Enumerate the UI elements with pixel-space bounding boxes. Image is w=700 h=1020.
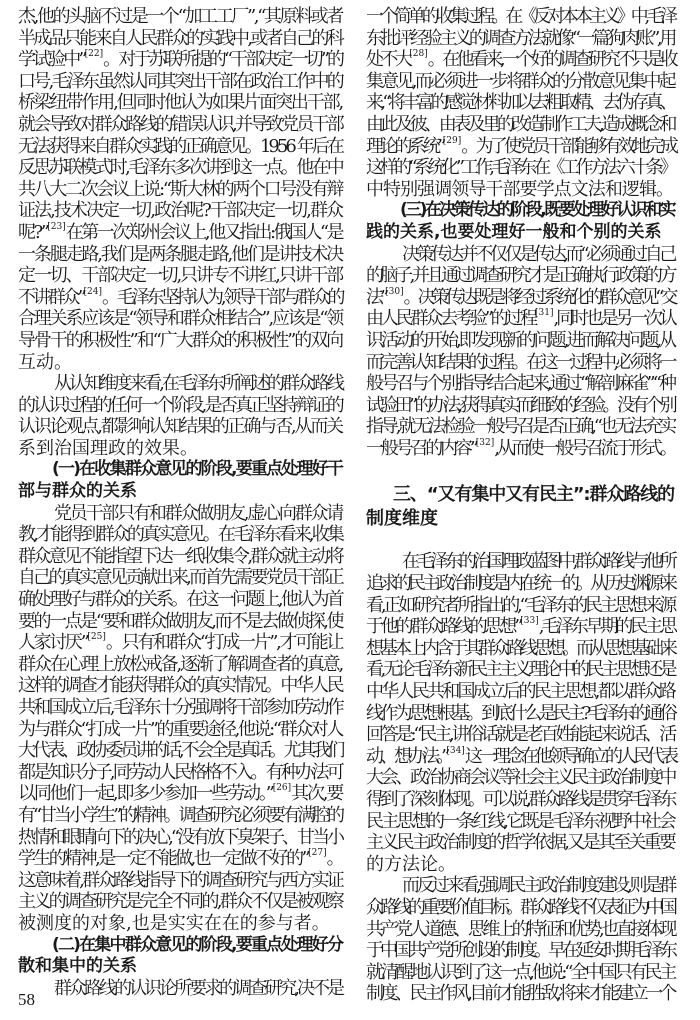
text-line: 制度、民主作风,目前才能胜敌,将来才能建立一个 — [366, 983, 674, 1005]
text-line: 民主思想的一条红线,它既是毛泽东视野中社会 — [366, 810, 674, 832]
citation-marker: [24] — [83, 286, 102, 297]
text-line: 识活动的开始,即发现新的问题,进而解决问题,从 — [366, 329, 674, 351]
text-line: 自己的真实意见贡献出来,而首先需要党员干部正 — [18, 567, 342, 589]
text-line: 教,才能得到群众的真实意见。在毛泽东看来,收集 — [18, 524, 342, 546]
text-line: 三、“又有集中又有民主”:群众路线的 — [393, 484, 674, 506]
citation-marker: [28] — [409, 49, 428, 60]
text-line: 确处理好与群众的关系。在这一问题上,他认为首 — [18, 589, 342, 611]
text-line: 共和国成立后,毛泽东十分强调将干部参加劳动作 — [18, 697, 342, 718]
subsection-heading — [18, 459, 342, 502]
citation-marker: [30] — [385, 286, 404, 297]
text-line: 这意味着,群众路线指导下的调查研究与西方实证 — [18, 869, 342, 891]
subsection-heading — [366, 200, 674, 243]
text-line: 半成品只能来自人民群众的实践中,或者自己的科 — [18, 27, 342, 49]
section-heading — [366, 483, 674, 531]
citation-marker: [27] — [308, 848, 327, 859]
text-line: 桥梁纽带作用,但同时他认为如果片面突出干部, — [18, 92, 342, 114]
text-line: 为与群众“打成一片”的重要途径,他说:“群众对人 — [18, 718, 342, 740]
text-line: 无法获得来自群众实践的正确意见。1956 年后在 — [18, 135, 342, 157]
text-line: 一条腿走路,我们是两条腿走路,他们是讲技术决 — [18, 243, 342, 265]
text-line: 决策传达并不仅仅是传达,而“必须通过自己 — [402, 243, 674, 265]
text-line: 主义民主政治制度的哲学依据,又是其至关重要 — [366, 832, 674, 854]
text-line: 想基本上内含于其群众路线思想。而从思想基础来 — [366, 637, 674, 659]
text-line: 口号,毛泽东虽然认同其突出干部在政治工作中的 — [18, 70, 342, 92]
text-line: (三)在决策传达的阶段,既要处理好认识和实 — [400, 200, 674, 221]
text-line: 热情和眼睛向下的决心,“没有放下臭架子、甘当小 — [18, 826, 342, 848]
text-line: 理论的系统”[29]。为了使党员干部能够有效地完成 — [366, 135, 676, 157]
text-line: 在毛泽东的治国理政蓝图中,群众路线与他所 — [402, 551, 674, 573]
citation-marker: [25] — [87, 632, 106, 643]
text-line: 定一切、干部决定一切,只讲专不讲红,只讲干部 — [18, 265, 342, 287]
text-line: 大会、政治协商会议等社会主义民主政治制度中 — [366, 767, 674, 789]
text-line: 有“甘当小学生”的精神。调查研究必须要有满腔的 — [18, 804, 342, 826]
text-line: 一个简单的收集过程。在《反对本本主义》中,毛泽 — [366, 6, 674, 27]
text-line: 法”[30]。决策传达既是将经过系统化的群众意见“交 — [366, 286, 675, 308]
text-line: 以同他们一起,即多少参加一些劳动。”[26]其次,要 — [18, 783, 343, 805]
text-line: 党员干部只有和群众做朋友,虚心向群众请 — [54, 502, 342, 524]
text-line: 这样的“系统化”工作,毛泽东在《工作方法六十条》 — [366, 157, 674, 179]
text-line: 就会导致对群众路线的错误认识,并导致党员干部 — [18, 113, 342, 135]
text-line: 于中国共产党所创设的制度。早在延安时期毛泽东 — [366, 940, 674, 962]
text-line: 由人民群众去考验”的过程[31],同时也是另一次认 — [366, 308, 675, 330]
text-line: (一)在收集群众意见的阶段,要重点处理好干 — [52, 459, 342, 480]
text-line: 群众在心理上放松戒备,逐渐了解调查者的真意, — [18, 653, 342, 675]
paragraph — [366, 6, 674, 200]
text-line: 追求的民主政治制度是内在统一的。从历史渊源来 — [366, 573, 674, 595]
text-line: 学试验中”[22]。对于苏联所提的“干部决定一切”的 — [18, 49, 343, 71]
text-line: 认识论观点,都影响认知结果的正确与否,从而关 — [18, 416, 342, 438]
text-line: 合理关系应该是“领导和群众相结合”,应该是“领 — [18, 308, 342, 330]
paragraph — [366, 244, 674, 460]
text-line: 的脑子,并且通过调查研究才是正确执行政策的方 — [366, 265, 674, 287]
text-line: 散和集中的关系 — [18, 956, 137, 977]
text-line: 反思苏联模式时,毛泽东多次讲到这一点。他在中 — [18, 157, 342, 179]
text-line: 大代表、政协委员讲的话,不会全是真话。尤其我们 — [18, 740, 342, 762]
text-line: 群众意见不能指望下达一纸收集令,群众就主动将 — [18, 545, 342, 567]
text-line: 来,“将丰富的感觉材料加以去粗取精、去伪存真、 — [366, 92, 674, 114]
text-line: 集意见,而必须进一步将群众的分散意见集中起 — [366, 70, 674, 92]
text-line: 中华人民共和国成立后的民主思想,都以群众路 — [366, 681, 674, 703]
citation-marker: [34] — [446, 745, 465, 756]
text-line: 群众路线的认识论所要求的调查研究,决不是 — [54, 977, 342, 999]
citation-marker: [29] — [442, 135, 462, 146]
text-line: 线作为思想根基。到底什么是民主?毛泽东的通俗 — [366, 702, 674, 724]
text-line: 试验田”的办法,获得真实而细致的经验。没有个别 — [366, 394, 674, 416]
paragraph — [18, 373, 342, 459]
citation-marker: [26] — [272, 783, 292, 794]
text-line: 不讲群众”[24]。毛泽东坚持认为,领导干部与群众的 — [18, 286, 343, 308]
text-line: 证法,技术决定一切,政治呢?干部决定一切,群众 — [18, 200, 342, 222]
text-line: 的认识过程的任何一个阶段,是否真正坚持辩证的 — [18, 394, 342, 416]
text-line: 这样的调查才能获得群众的真实情况。中华人民 — [18, 675, 342, 697]
text-line: 人家讨厌”[25]。只有和群众“打成一片”,才可能让 — [18, 632, 342, 654]
text-line: 般号召与个别指导结合起来,通过“解剖麻雀”“种 — [366, 373, 674, 395]
paragraph — [18, 503, 342, 935]
right-column — [366, 6, 674, 1005]
text-line: 动、想办法。”[34]这一理念在他领导确立的人民代表 — [366, 745, 676, 767]
text-line: 互动。 — [18, 351, 72, 373]
text-line: 东批评经验主义的调查方法就像“一篇狗肉账”,用 — [366, 27, 674, 49]
citation-marker: [22] — [84, 49, 104, 60]
text-line: 中特别强调领导干部要学点文法和逻辑。 — [366, 178, 674, 200]
citation-marker: [33] — [520, 616, 539, 627]
text-line: 主义的调查研究是完全不同的,群众不仅是被观察 — [18, 891, 342, 913]
text-line: 看,无论毛泽东新民主主义理论中的民主思想还是 — [366, 659, 674, 681]
text-line: 制度维度 — [366, 508, 438, 530]
text-line: 指导,就无法检验一般号召是否正确,“也无法充实 — [366, 416, 674, 438]
text-line: 共产党人道德、思维上的特征和优势,也直接体现 — [366, 918, 674, 940]
citation-marker: [32] — [475, 437, 495, 448]
text-line: 处不大[28]。在他看来,一个好的调查研究不只是收 — [366, 49, 676, 71]
text-line: 而完善认知结果的过程。在这一过程中,必须将一 — [366, 351, 674, 373]
text-line: 部与群众的关系 — [18, 481, 137, 502]
text-line: 而反过来看,强调民主政治制度建设,则是群 — [402, 875, 674, 897]
citation-marker: [23] — [47, 221, 66, 232]
text-line: 系到治国理政的效果。 — [18, 437, 198, 459]
text-line: 于他的群众路线的思想”[33],毛泽东早期的民主思 — [366, 616, 675, 638]
text-line: 由此及彼、由表及里的改造制作工夫,造成概念和 — [366, 113, 674, 135]
paragraph — [366, 551, 674, 875]
text-line: 众路线的重要价值目标。群众路线不仅表征为中国 — [366, 896, 674, 918]
subsection-heading — [18, 935, 342, 978]
text-line: 共八大二次会议上说:“斯大林的两个口号没有辩 — [18, 178, 342, 200]
text-line: 看,正如研究者所指出的,“毛泽东的民主思想来源 — [366, 594, 674, 616]
text-line: 被测度的对象,也是实实在在的参与者。 — [18, 912, 330, 934]
text-line: 都是知识分子,同劳动人民格格不入。有种办法可 — [18, 761, 342, 783]
text-line: 要的一点是“要和群众做朋友,而不是去做侦探,使 — [18, 610, 342, 632]
text-line: 回答是:“民主,讲俗话就是老百姓能起来说话、活 — [366, 724, 674, 746]
text-line: 学生的精神,是一定不能做,也一定做不好的”[27]。 — [18, 848, 342, 870]
paragraph — [366, 875, 674, 1005]
text-line: 从认知维度来看,在毛泽东所阐述的群众路线 — [54, 373, 342, 395]
paragraph — [18, 978, 342, 1000]
text-line: 一般号召的内容”[32],从而使一般号召流于形式。 — [366, 437, 675, 459]
citation-marker: [31] — [535, 308, 554, 319]
text-line: 杰,他的头脑不过是一个“加工工厂”,“其原料或者 — [18, 6, 342, 27]
text-line: (二)在集中群众意见的阶段,要重点处理好分 — [52, 934, 342, 955]
text-line: 就清醒地认识到了这一点,他说:“全中国只有民主 — [366, 961, 674, 983]
text-line: 呢?”[23]在第一次郑州会议上,他又指出:俄国人“是 — [18, 221, 343, 243]
text-line: 得到了深刻体现。可以说,群众路线是贯穿毛泽东 — [366, 789, 674, 810]
paragraph — [18, 6, 342, 373]
text-line: 导骨干的积极性”和“广大群众的积极性”的双向 — [18, 329, 342, 351]
text-line: 践的关系,也要处理好一般和个别的关系 — [366, 221, 662, 242]
text-line: 的方法论。 — [366, 853, 456, 875]
page-number: 58 — [18, 990, 35, 1009]
left-column — [18, 6, 342, 999]
